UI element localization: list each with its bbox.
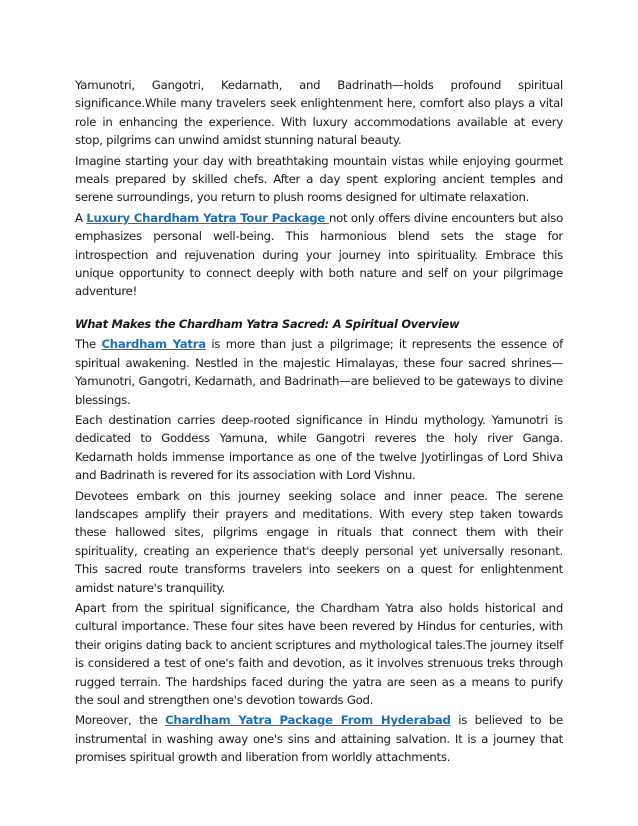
text-before-link: A (75, 210, 87, 225)
paragraph-devotees: Devotees embark on this journey seeking solace and inner peace. The serene landscapes amplify their prayers and meditations. With every step taken towards these hallowed sites, pilgrims engage in rituals that connect them with their spirituality, creating an experience that's deeply personal yet universally resonant. This sacred route transforms travelers into seekers on a quest for enlightenment amidst nature's tranquility. (75, 488, 563, 595)
paragraph-chardham-essence (75, 335, 563, 409)
chardham-hyderabad-package-link[interactable]: Chardham Yatra Package From Hyderabad (165, 713, 451, 728)
section-heading: What Makes the Chardham Yatra Sacred: A Spiritual Overview (75, 316, 460, 331)
section-gap (75, 303, 563, 315)
paragraph-luxury-package (75, 209, 563, 301)
paragraph-morning: Imagine starting your day with breathtaking mountain vistas while enjoying gourmet meals prepared by skilled chefs. After a day spent exploring ancient temples and serene surroundings, you return to plush rooms designed for ultimate relaxation. (75, 153, 563, 205)
paragraph-history: Apart from the spiritual significance, the Chardham Yatra also holds historical and cultural importance. These four sites have been revered by Hindus for centuries, with their origins dating back to ancient scriptures and mythological tales.The journey itself is considered a test of one's faith and devotion, as it involves strenuous treks through rugged terrain. The hardships faced during the yatra are seen as a means to purify the soul and strengthen one's devotion towards God. (75, 600, 563, 707)
text-before-link: Moreover, the (75, 713, 166, 728)
document-page (75, 76, 563, 769)
chardham-yatra-link[interactable]: Chardham Yatra (101, 337, 206, 352)
paragraph-intro: Yamunotri, Gangotri, Kedarnath, and Badrinath—holds profound spiritual significance.While many travelers seek enlightenment here, comfort also plays a vital role in enhancing the experience. With luxury accommodations available at every stop, pilgrims can unwind amidst stunning natural beauty. (75, 78, 563, 148)
paragraph-hyderabad-package (75, 711, 563, 766)
text-before-link: The (75, 337, 102, 352)
text-after-link: is believed to be instrumental in washing away one's sins and attaining salvation. It is a journey that promises spiritual growth and liberation from worldly attachments. (75, 713, 563, 765)
luxury-chardham-package-link[interactable]: Luxury Chardham Yatra Tour Package (86, 210, 329, 225)
paragraph-destinations: Each destination carries deep-rooted significance in Hindu mythology. Yamunotri is dedicated to Goddess Yamuna, while Gangotri reveres the holy river Ganga. Kedarnath holds immense importance as one of the twelve Jyotirlingas of Lord Shiva and Badrinath is revered for its association with Lord Vishnu. (75, 412, 563, 483)
text-after-link: not only offers divine encounters but also emphasizes personal well-being. This harmonious blend sets the stage for introspection and rejuvenation during your journey into spirituality. Embrace this unique opportunity to connect deeply with both nature and self on your pilgrimage adventure! (75, 210, 563, 299)
text-after-link: is more than just a pilgrimage; it represents the essence of spiritual awakening. Nestled in the majestic Himalayas, these four sacred shrines—Yamunotri, Gangotri, Kedarnath, and Badrinath—are believed to be gateways to divine blessings. (75, 337, 563, 407)
